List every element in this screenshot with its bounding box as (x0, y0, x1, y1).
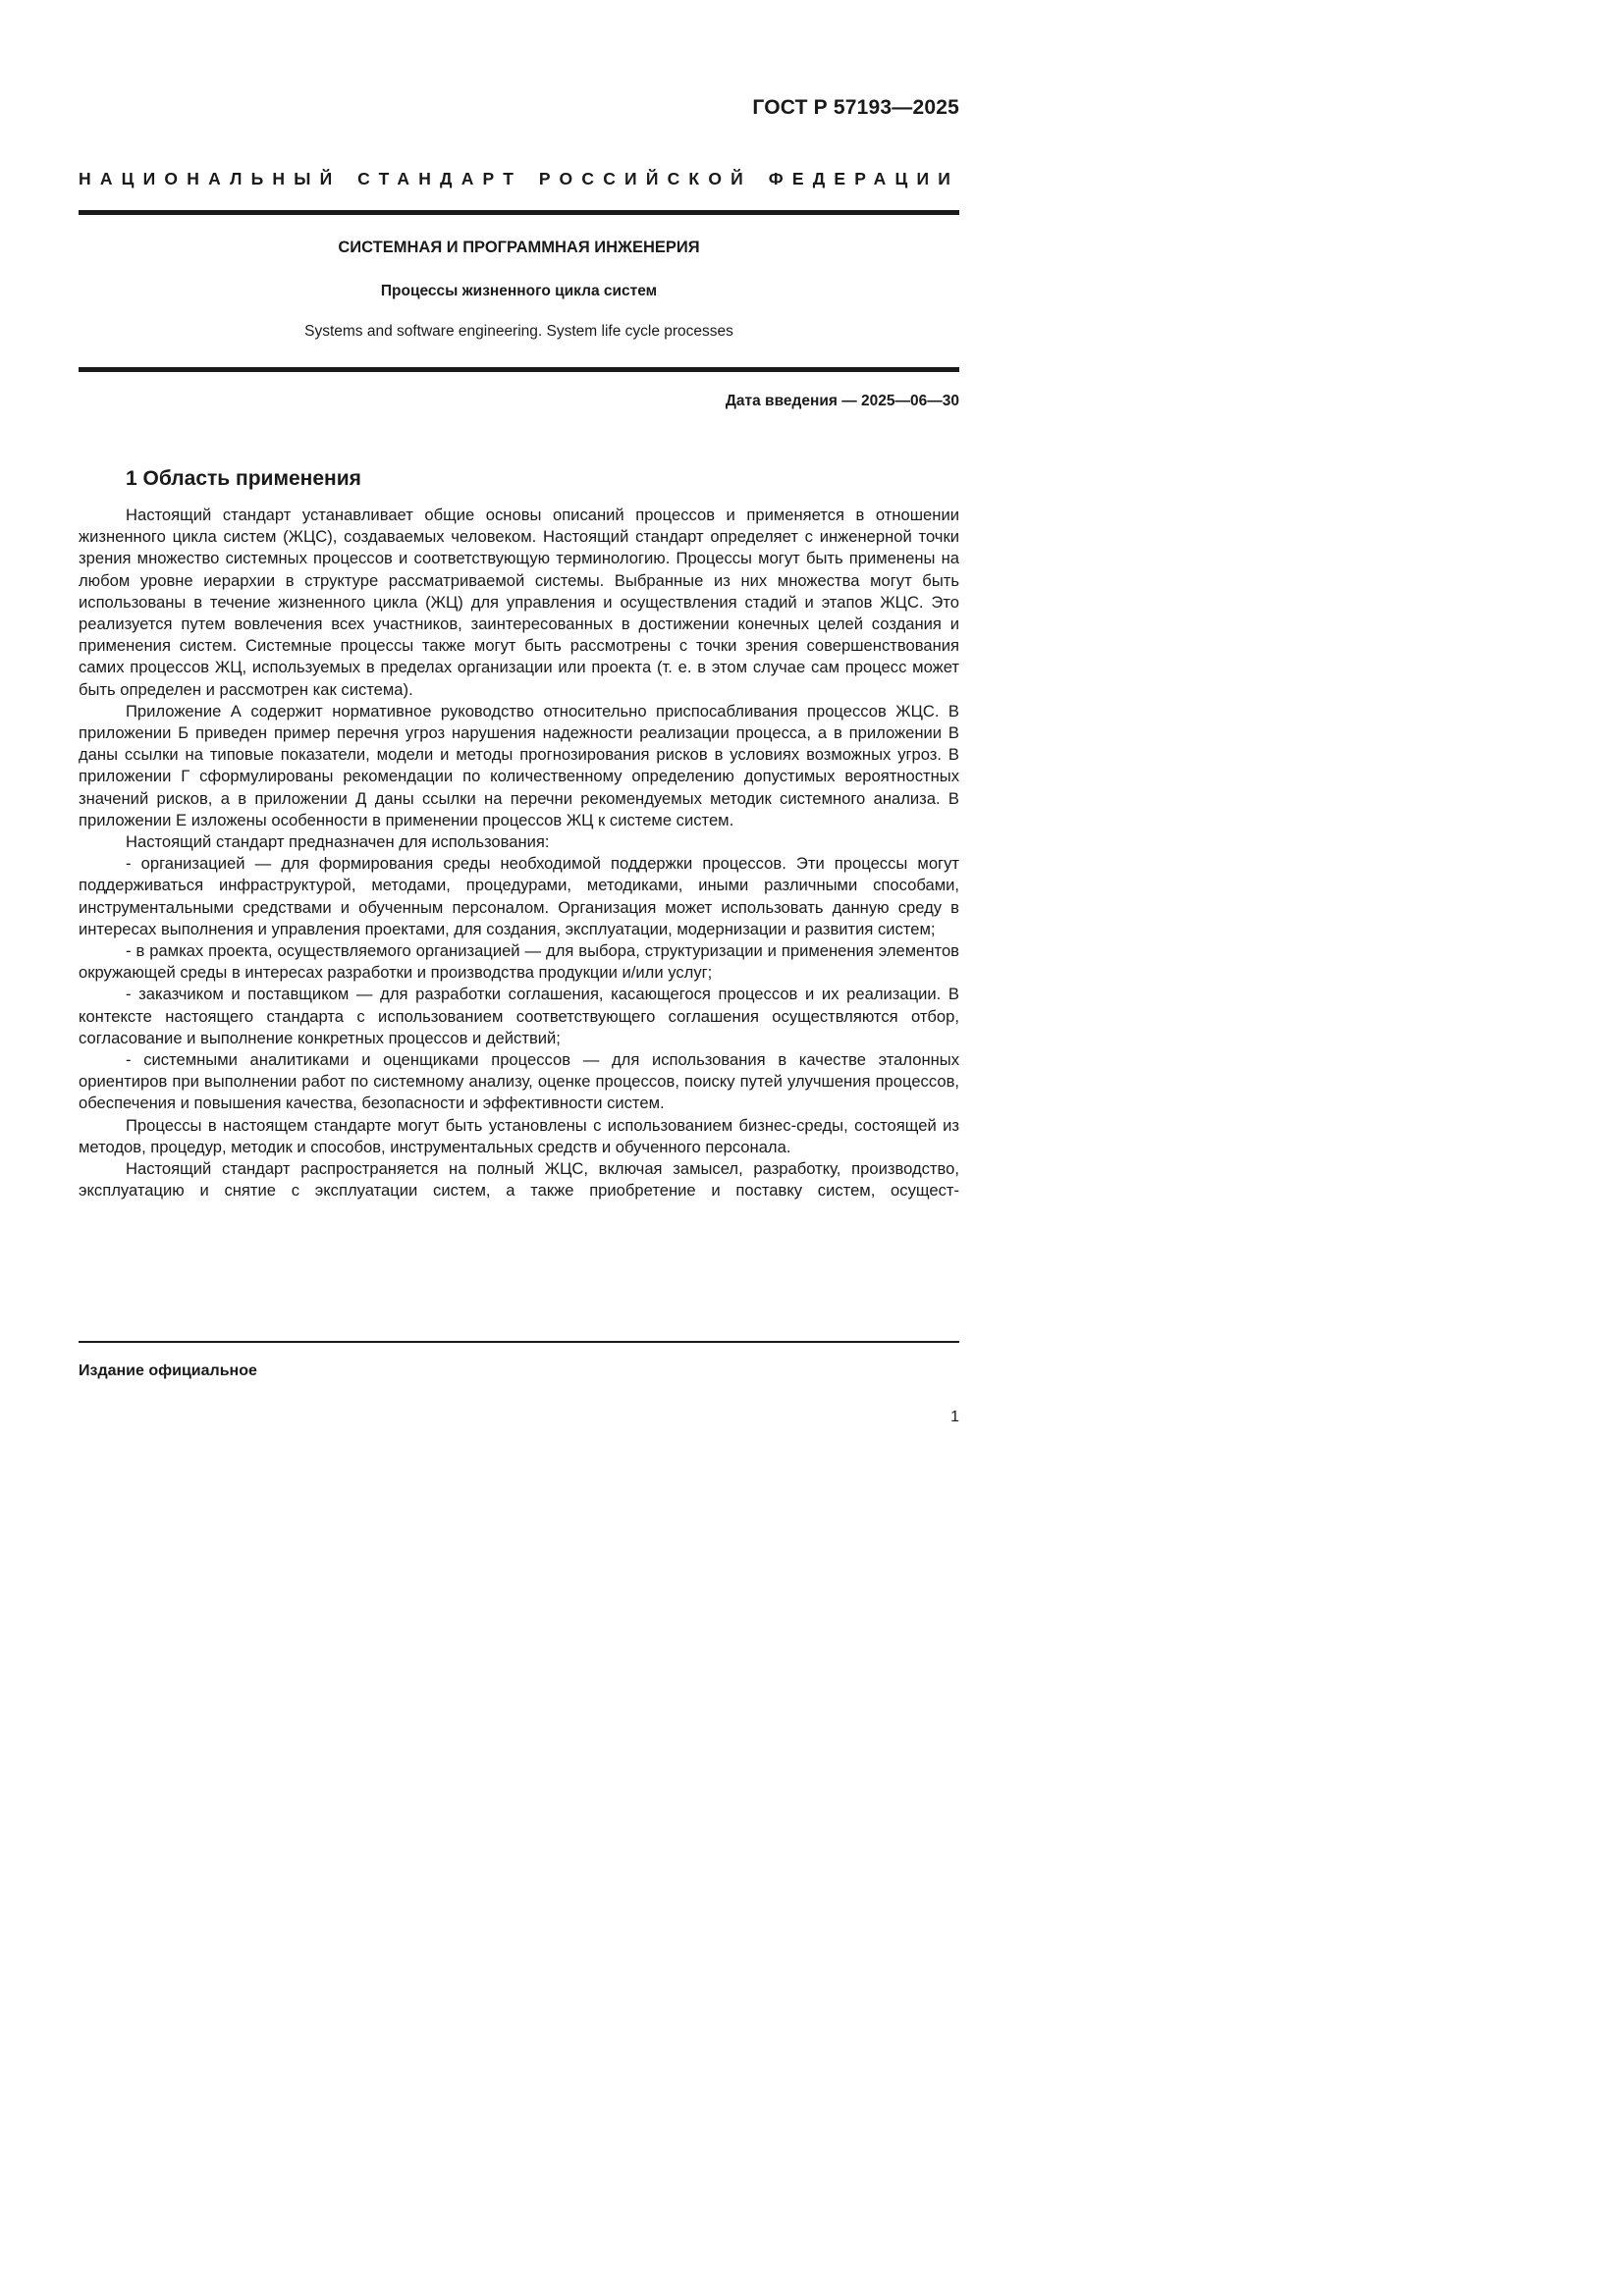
gost-number: ГОСТ Р 57193—2025 (752, 96, 959, 119)
national-standard-banner: НАЦИОНАЛЬНЫЙ СТАНДАРТ РОССИЙСКОЙ ФЕДЕРАЦИИ (79, 169, 959, 188)
footer-divider (79, 1341, 959, 1343)
document-subtitle: Процессы жизненного цикла систем (380, 283, 658, 299)
section-body (79, 505, 959, 1202)
document-title: СИСТЕМНАЯ И ПРОГРАММНАЯ ИНЖЕНЕРИЯ (338, 239, 700, 256)
official-edition-label: Издание официальное (79, 1362, 257, 1379)
paragraph: Настоящий стандарт предназначен для использования: (126, 832, 550, 852)
list-item: - заказчиком и поставщиком — для разработки соглашения, касающегося процессов и их реализации. В контексте настоящего стандарта с использованием соответствующего соглашения осуществляются отбор, согласование и выполнение конкретных процессов и действий; (79, 985, 959, 1047)
title-divider (79, 367, 959, 372)
list-item: - в рамках проекта, осуществляемого организацией — для выбора, структуризации и применения элементов окружающей среды в интересах разработки и производства продукции и/или услуг; (79, 941, 959, 983)
list-item: - системными аналитиками и оценщиками процессов — для использования в качестве эталонных ориентиров при выполнении работ по системному анализу, оценке процессов, поиску путей улучшения процессов, обеспечения и повышения качества, безопасности и эффективности систем. (79, 1050, 959, 1113)
paragraph: Настоящий стандарт устанавливает общие основы описаний процессов и применяется в отношении жизненного цикла систем (ЖЦС), создаваемых человеком. Настоящий стандарт определяет с инженерной точки зрения множество системных процессов и соответствующую терминологию. Процессы могут быть применены на любом уровне иерархии в структуре рассматриваемой системы. Выбранные из них множества могут быть использованы в течение жизненного цикла (ЖЦ) для управления и осуществления стадий и этапов ЖЦС. Это реализуется путем вовлечения всех участников, заинтересованных в достижении конечных целей создания и применения систем. Системные процессы также могут быть рассмотрены с точки зрения совершенствования самих процессов ЖЦ, используемых в пределах организации или проекта (т. е. в этом случае сам процесс может быть определен и рассмотрен как система). (79, 506, 959, 699)
paragraph: Процессы в настоящем стандарте могут быть установлены с использованием бизнес-среды, состоящей из методов, процедур, методик и способов, инструментальных средств и обученного персонала. (79, 1115, 959, 1156)
paragraph: Настоящий стандарт распространяется на полный ЖЦС, включая замысел, разработку, производство, эксплуатацию и снятие с эксплуатации систем, а также приобретение и поставку систем, осущест- (79, 1159, 959, 1201)
page-number: 1 (950, 1409, 959, 1425)
paragraph: Приложение А содержит нормативное руководство относительно приспосабливания процессов ЖЦС. В приложении Б приведен пример перечня угроз нарушения надежности реализации процесса, а в приложении В даны ссылки на типовые показатели, модели и методы прогнозирования рисков в условиях возможных угроз. В приложении Г сформулированы рекомендации по количественному определению допустимых вероятностных значений рисков, а в приложении Д даны ссылки на перечни рекомендуемых методик системного анализа. В приложении Е изложены особенности в применении процессов ЖЦ к системе систем. (79, 701, 959, 829)
document-page (0, 0, 1085, 1539)
top-divider (79, 210, 959, 215)
list-item: - организацией — для формирования среды необходимой поддержки процессов. Эти процессы могут поддерживаться инфраструктурой, методами, процедурами, методиками, иными различными способами, инструментальными средствами и обученным персоналом. Организация может использовать данную среду в интересах выполнения и управления проектами, для создания, эксплуатации, модернизации и развития систем; (79, 854, 959, 938)
english-title: Systems and software engineering. System life cycle processes (304, 323, 733, 340)
introduction-date: Дата введения — 2025—06—30 (725, 393, 959, 409)
section-heading: 1 Область применения (126, 467, 361, 490)
